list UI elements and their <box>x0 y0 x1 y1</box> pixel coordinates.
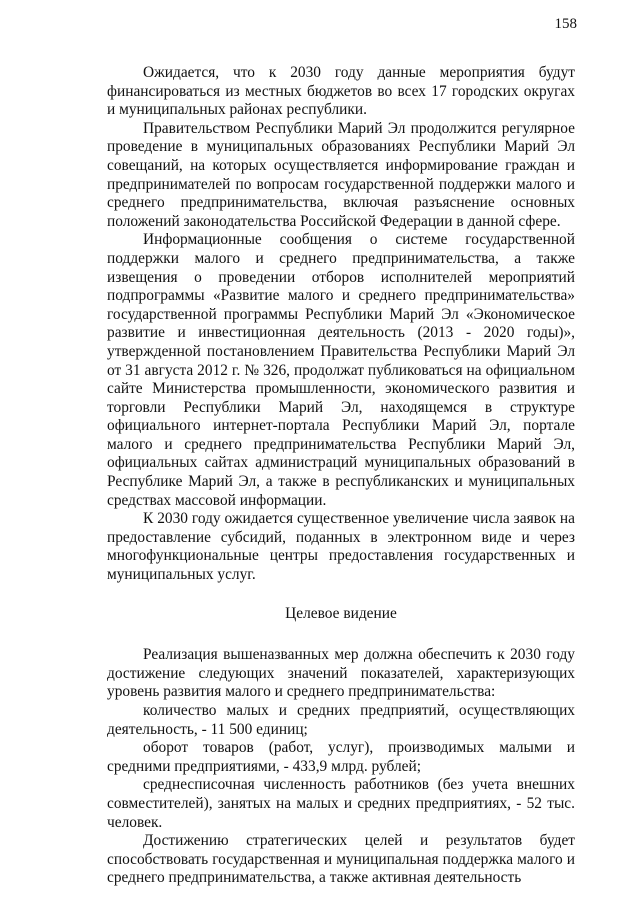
paragraph-enterprises-count: количество малых и средних предприятий, осуществляющих деятельность, - 11 500 единиц; <box>107 702 575 738</box>
paragraph-funding-2030: Ожидается, что к 2030 году данные мероприятия будут финансироваться из местных бюджетов во всех 17 городских округах и муниципальных районах республики. <box>107 64 575 119</box>
document-body <box>107 64 575 888</box>
paragraph-information: Информационные сообщения о системе государственной поддержки малого и среднего предпринимательства, а также извещения о проведении отборов исполнителей мероприятий подпрограммы «Развитие малого и среднего предпринимательства» государственной программы Республики Марий Эл «Экономическое развитие и инвестиционная деятельность (2013 - 2020 годы)», утвержденной постановлением Правительства Республики Марий Эл от 31 августа 2012 г. № 326, продолжат публиковаться на официальном сайте Министерства промышленности, экономического развития и торговли Республики Марий Эл, находящемся в структуре официального интернет-портала Республики Марий Эл, портале малого и среднего предпринимательства Республики Марий Эл, официальных сайтах администраций муниципальных образований в Республике Марий Эл, а также в республиканских и муниципальных средствах массовой информации. <box>107 231 575 509</box>
page-number: 158 <box>554 16 577 32</box>
paragraph-meetings: Правительством Республики Марий Эл продолжится регулярное проведение в муниципальных образованиях Республики Марий Эл совещаний, на которых осуществляется информирование граждан и предпринимателей по вопросам государственной поддержки малого и среднего предпринимательства, включая разъяснение основных положений законодательства Российской Федерации в данной сфере. <box>107 119 575 230</box>
section-heading: Целевое видение <box>285 604 397 622</box>
paragraph-strategic-goals: Достижению стратегических целей и результатов будет способствовать государственная и муниципальная поддержка малого и среднего предпринимательства, а также активная деятельность <box>107 832 575 887</box>
paragraph-employees: среднесписочная численность работников (без учета внешних совместителей), занятых на малых и средних предприятиях, - 52 тыс. человек. <box>107 776 575 831</box>
paragraph-turnover: оборот товаров (работ, услуг), производимых малыми и средними предприятиями, - 433,9 млрд. рублей; <box>107 739 575 775</box>
paragraph-applications: К 2030 году ожидается существенное увеличение числа заявок на предоставление субсидий, поданных в электронном виде и через многофункциональные центры предоставления государственных и муниципальных услуг. <box>107 510 575 584</box>
paragraph-target-intro: Реализация вышеназванных мер должна обеспечить к 2030 году достижение следующих значений показателей, характеризующих уровень развития малого и среднего предпринимательства: <box>107 646 575 701</box>
